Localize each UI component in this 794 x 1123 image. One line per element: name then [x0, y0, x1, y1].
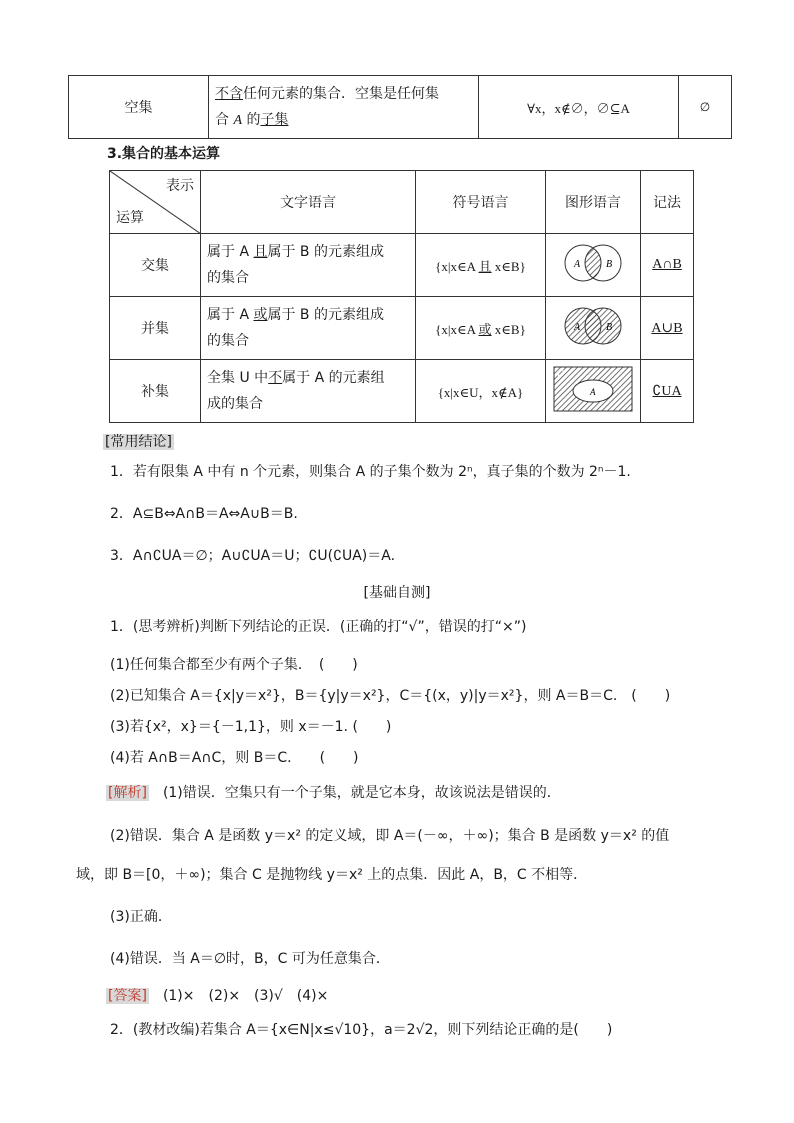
row-notation: ∁UA — [641, 360, 694, 423]
row-symbol: {x|x∈U，x∉A} — [416, 360, 546, 423]
header-represent: 表示 — [166, 178, 194, 194]
question-1-item-4: (4)若 A∩B＝A∩C，则 B＝C. ( ) — [110, 750, 359, 766]
section-title: 3.集合的基本运算 — [107, 146, 221, 162]
svg-text:A: A — [574, 322, 581, 333]
analysis-line-2: (2)错误．集合 A 是函数 y＝x² 的定义域，即 A＝(－∞，＋∞)；集合 B 是函数 y＝x² 的值 — [110, 828, 670, 844]
empty-set-table — [68, 75, 732, 139]
header-diagonal-cell — [110, 171, 201, 234]
svg-text:A: A — [590, 387, 596, 397]
conclusions-tag: [常用结论] — [105, 434, 172, 450]
row-text: 全集 U 中不属于 A 的元素组 成的集合 — [201, 360, 416, 423]
venn-complement — [546, 360, 641, 423]
header-text-lang: 文字语言 — [201, 171, 416, 234]
venn-union — [546, 297, 641, 360]
row-union — [110, 297, 694, 360]
empty-set-notation: ∅ — [679, 76, 732, 139]
venn-intersection — [546, 234, 641, 297]
conclusion-3: 3．A∩∁UA＝∅；A∪∁UA＝U；∁U(∁UA)＝A. — [110, 548, 396, 564]
analysis-line-4: (3)正确． — [110, 909, 172, 925]
row-notation: A∪B — [641, 297, 694, 360]
answer-line: [答案] (1)× (2)× (3)√ (4)× — [108, 988, 329, 1004]
set-operations-table — [109, 170, 694, 423]
analysis-line-3: 域，即 B＝[0，＋∞)；集合 C 是抛物线 y＝x² 上的点集．因此 A，B，C 不相等． — [76, 867, 588, 883]
empty-set-symbol: ∀x，x∉∅，∅⊆A — [479, 76, 679, 139]
row-intersection — [110, 234, 694, 297]
row-symbol: {x|x∈A 或 x∈B} — [416, 297, 546, 360]
svg-text:U: U — [557, 369, 564, 379]
selftest-title: [基础自测] — [363, 585, 431, 601]
question-1-item-1: (1)任何集合都至少有两个子集． ( ) — [110, 657, 358, 673]
question-2: 2．(教材改编)若集合 A＝{x∈N|x≤√10}，a＝2√2，则下列结论正确的是( ) — [110, 1022, 613, 1038]
svg-text:B: B — [606, 259, 613, 270]
row-name: 交集 — [110, 234, 201, 297]
row-text: 属于 A 且属于 B 的元素组成 的集合 — [201, 234, 416, 297]
svg-text:A: A — [574, 259, 581, 270]
svg-text:B: B — [606, 322, 613, 333]
analysis-line-5: (4)错误．当 A＝∅时，B，C 可为任意集合． — [110, 951, 390, 967]
header-notation: 记法 — [641, 171, 694, 234]
row-complement — [110, 360, 694, 423]
question-1: 1．(思考辨析)判断下列结论的正误．(正确的打“√”，错误的打“×”) — [110, 619, 527, 635]
empty-set-name: 空集 — [69, 76, 209, 139]
question-1-item-2: (2)已知集合 A＝{x|y＝x²}，B＝{y|y＝x²}，C＝{(x，y)|y＝x²}，则 A＝B＝C. ( ) — [110, 688, 671, 704]
conclusion-1: 1．若有限集 A 中有 n 个元素，则集合 A 的子集个数为 2ⁿ，真子集的个数为 2ⁿ－1. — [110, 464, 631, 480]
row-symbol: {x|x∈A 且 x∈B} — [416, 234, 546, 297]
analysis-line-1: [解析] (1)错误．空集只有一个子集，就是它本身，故该说法是错误的． — [108, 785, 561, 801]
conclusion-2: 2．A⊆B⇔A∩B＝A⇔A∪B＝B. — [110, 506, 298, 522]
row-name: 并集 — [110, 297, 201, 360]
row-name: 补集 — [110, 360, 201, 423]
header-figure-lang: 图形语言 — [546, 171, 641, 234]
question-1-item-3: (3)若{x²，x}＝{－1,1}，则 x＝－1. ( ) — [110, 719, 392, 735]
header-operation: 运算 — [116, 210, 144, 226]
row-text: 属于 A 或属于 B 的元素组成 的集合 — [201, 297, 416, 360]
row-notation: A∩B — [641, 234, 694, 297]
empty-set-description: 不含任何元素的集合．空集是任何集 合 A 的子集 — [209, 76, 479, 139]
header-symbol-lang: 符号语言 — [416, 171, 546, 234]
